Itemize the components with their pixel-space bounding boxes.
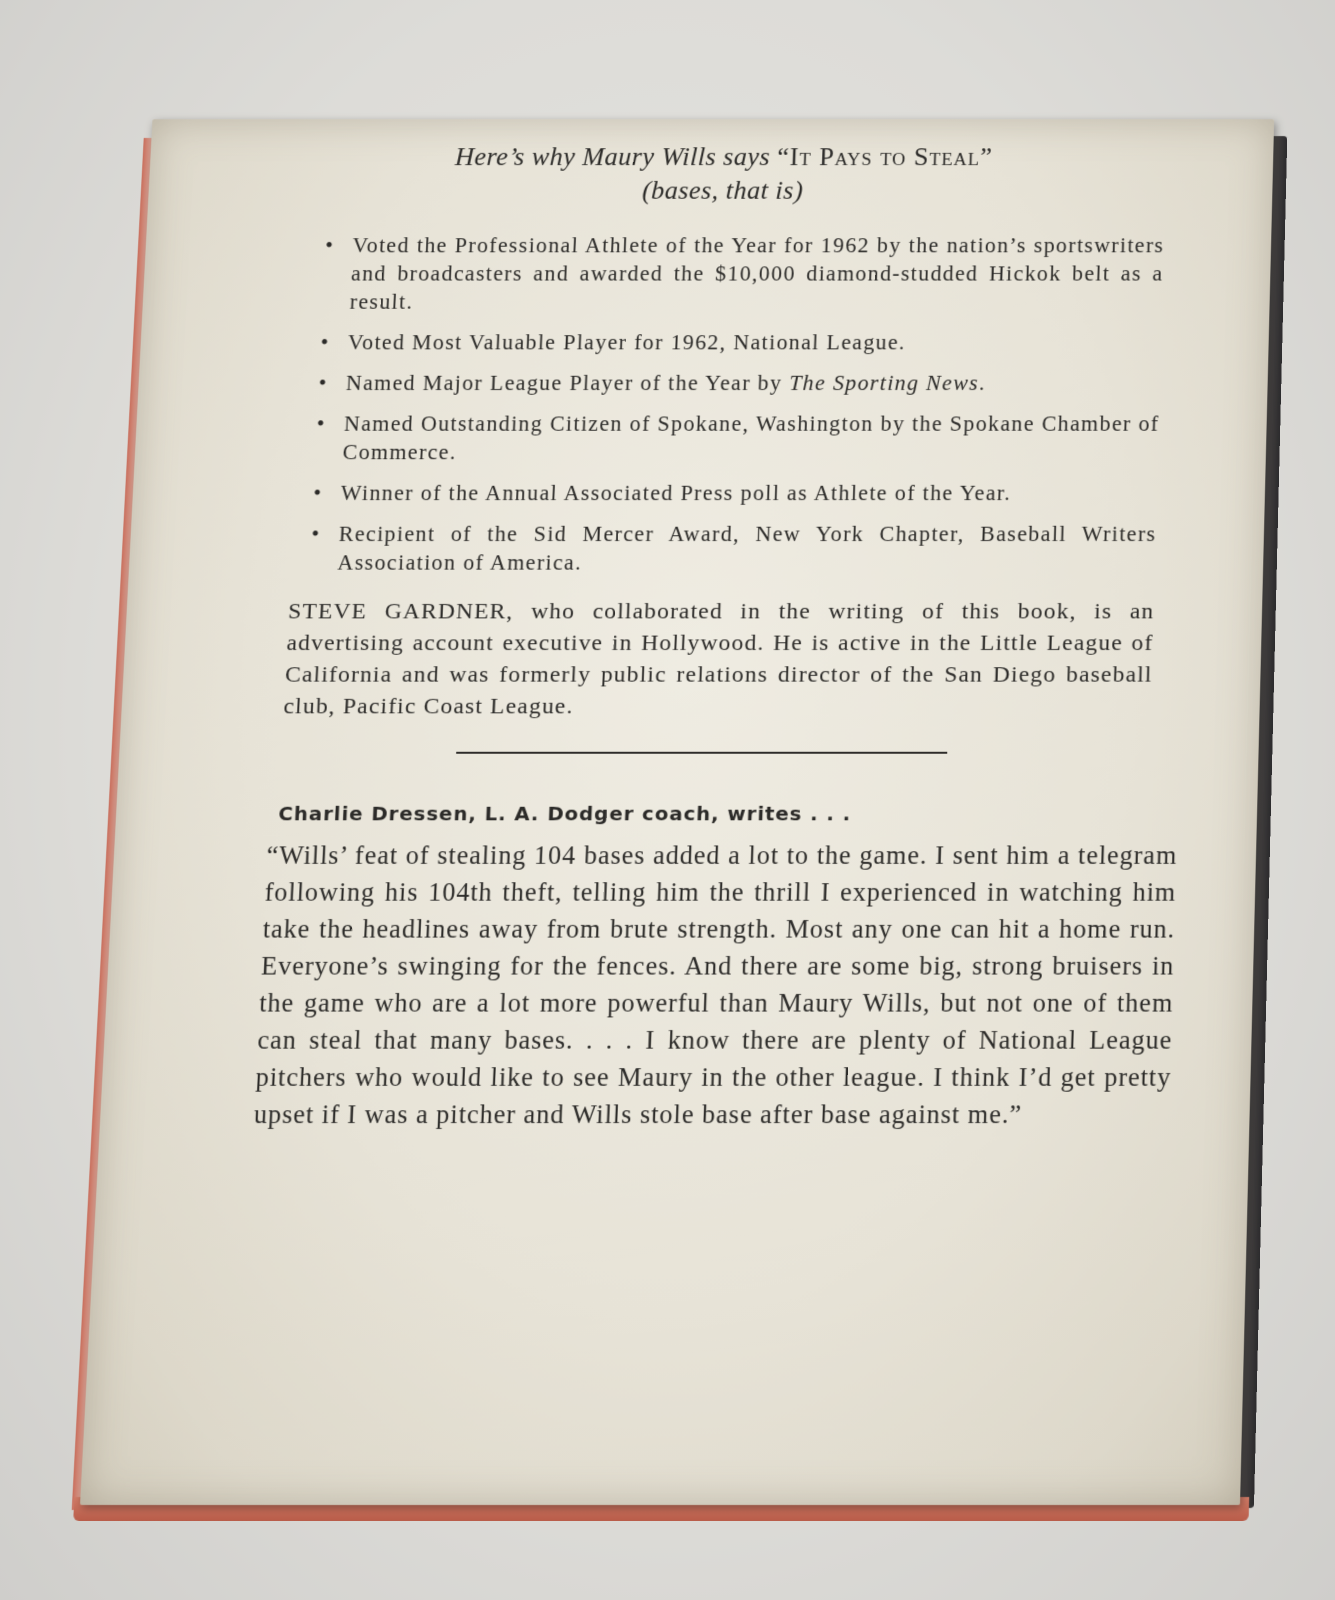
achievements-list [261,232,1165,578]
list-item-text: Winner of the Annual Associated Press poll as Athlete of the Year. [340,481,1012,505]
headline-prefix: Here’s why Maury Wills says [454,142,771,171]
list-item-text: Named Major League Player of the Year by [345,371,790,395]
list-item-suffix: . [978,371,987,395]
list-item [320,329,1162,357]
quote-heading: Charlie Dressen, L. A. Dodger coach, writes . . . [277,801,852,826]
cover-text [233,140,1178,1133]
publication-title: The Sporting News [788,371,980,395]
divider [456,752,947,754]
headline [279,140,1168,207]
list-item-text: Recipient of the Sid Mercer Award, New York Chapter, Baseball Writers Association of America. [336,521,1157,575]
list-item-text: Named Outstanding Citizen of Spokane, Washington by the Spokane Chamber of Commerce. [342,411,1160,464]
book [80,119,1274,1505]
list-item-text: Voted the Professional Athlete of the Year for 1962 by the nation’s sportswriters and broadcasters and awarded the $10,000 diamond-studded Hickok belt as a result. [349,233,1165,314]
list-item [318,369,1161,397]
collaborator-bio: STEVE GARDNER, who collaborated in the writing of this book, is an advertising account executive in Hollywood. He is active in the Little League of California and was formerly public relations director of the San Diego baseball club, Pacific Coast League. [283,599,1155,720]
list-item [313,479,1158,508]
headline-line-1 [280,140,1167,174]
quote-body: “Wills’ feat of stealing 104 bases added a lot to the game. I sent him a telegram following his 104th theft, telling him the thrill I experienced in watching him take the headlines away from brute strength. Most any one can hit a home run. Everyone’s swinging for the fences. And there are some big, strong bruisers in the game who are a lot more powerful than Maury Wills, but not one of them can steal that many bases. . . . I know there are plenty of National League pitchers who would like to see Maury in the other league. I think I’d get pretty upset if I was a pitcher and Wills stole base after base against me.” [253,840,1178,1129]
list-item-text: Voted Most Valuable Player for 1962, National League. [347,330,907,355]
list-item [315,410,1160,467]
list-item [309,520,1156,577]
headline-quote: “It Pays to Steal” [776,142,994,171]
headline-line-2: (bases, that is) [641,176,804,205]
back-cover [80,119,1274,1505]
list-item [322,232,1165,317]
